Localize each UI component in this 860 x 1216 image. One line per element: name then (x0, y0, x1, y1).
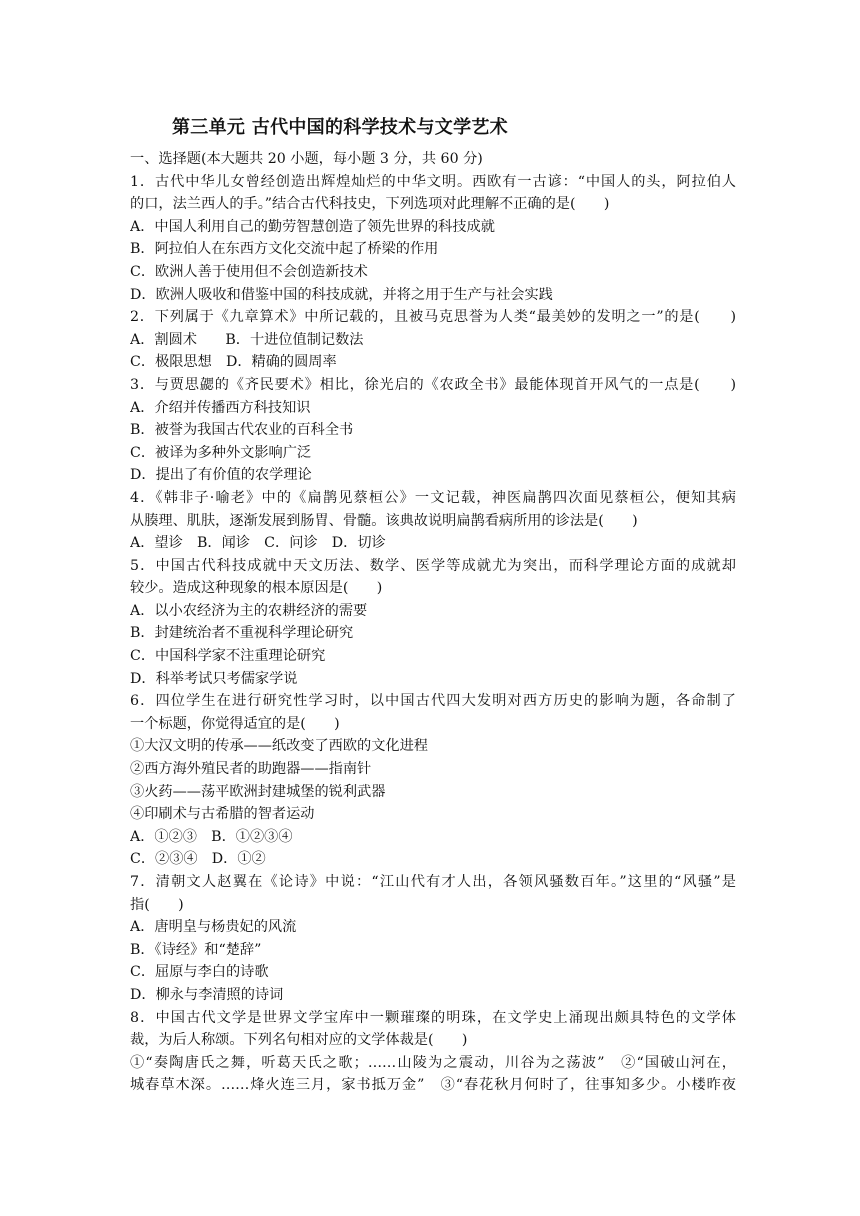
q5-option-a: A．以小农经济为主的农耕经济的需要 (130, 602, 368, 619)
q8-quote-line-1: ①“奏陶唐氏之舞，听葛天氏之歌；……山陵为之震动，川谷为之荡波” ②“国破山河在， (130, 1054, 736, 1071)
question-3-text: 3．与贾思勰的《齐民要术》相比，徐光启的《农政全书》最能体现首开风气的一点是( ) (130, 376, 736, 393)
q7-option-a: A．唐明皇与杨贵妃的风流 (130, 919, 297, 936)
q6-options-ab: A．①②③ B．①②③④ (130, 828, 293, 845)
q2-options-cd: C．极限思想 D．精确的圆周率 (130, 354, 337, 371)
question-6-text: 6．四位学生在进行研究性学习时，以中国古代四大发明对西方历史的影响为题，各命制了 (130, 693, 736, 710)
question-7-text-cont: 指( ) (130, 896, 184, 913)
q8-quote-line-2: 城春草木深。……烽火连三月，家书抵万金” ③“春花秋月何时了，往事知多少。小楼昨夜 (130, 1077, 736, 1094)
question-5-text-cont: 较少。造成这种现象的根本原因是( ) (130, 580, 383, 597)
q6-options-cd: C．②③④ D．①② (130, 851, 266, 868)
q3-option-c: C．被译为多种外文影响广泛 (130, 444, 312, 461)
question-8-text-cont: 裁，为后人称颂。下列名句相对应的文学体裁是( ) (130, 1032, 468, 1049)
question-4-text-cont: 从腠理、肌肤，逐渐发展到肠胃、骨髓。该典故说明扁鹊看病所用的诊法是( ) (130, 512, 638, 529)
q1-option-a: A．中国人利用自己的勤劳智慧创造了领先世界的科技成就 (130, 218, 495, 235)
page-title: 第三单元 古代中国的科学技术与文学艺术 (172, 117, 508, 138)
document-page (130, 112, 736, 1097)
q5-option-d: D．科举考试只考儒家学说 (130, 670, 298, 687)
q6-item-2: ②西方海外殖民者的助跑器——指南针 (130, 761, 372, 778)
question-1-text-cont: 的口，法兰西人的手。”结合古代科技史，下列选项对此理解不正确的是( ) (130, 196, 610, 213)
question-7-text: 7．清朝文人赵翼在《论诗》中说：“江山代有才人出，各领风骚数百年。”这里的“风骚”是 (130, 874, 736, 890)
question-4-text: 4．《韩非子·喻老》中的《扁鹊见蔡桓公》一文记载，神医扁鹊四次面见蔡桓公，便知其病 (130, 489, 736, 506)
q1-option-b: B．阿拉伯人在东西方文化交流中起了桥梁的作用 (130, 241, 439, 258)
q2-options-ab: A．割圆术 B．十进位值制记数法 (130, 331, 364, 348)
q7-option-d: D．柳永与李清照的诗词 (130, 986, 284, 1003)
section-heading: 一、选择题(本大题共 20 小题，每小题 3 分，共 60 分) (130, 151, 483, 167)
q4-options: A．望诊 B．闻诊 C．问诊 D．切诊 (130, 535, 386, 552)
q7-option-b: B．《诗经》和“楚辞” (130, 941, 262, 958)
q6-item-3: ③火药——荡平欧洲封建城堡的锐利武器 (130, 783, 386, 800)
q6-item-4: ④印刷术与古希腊的智者运动 (130, 806, 315, 823)
question-6-text-cont: 一个标题，你觉得适宜的是( ) (130, 715, 340, 732)
q3-option-b: B．被誉为我国古代农业的百科全书 (130, 422, 354, 439)
q1-option-c: C．欧洲人善于使用但不会创造新技术 (130, 263, 368, 280)
q3-option-a: A．介绍并传播西方科技知识 (130, 399, 311, 416)
q3-option-d: D．提出了有价值的农学理论 (130, 467, 312, 484)
q5-option-c: C．中国科学家不注重理论研究 (130, 648, 326, 665)
q7-option-c: C．屈原与李白的诗歌 (130, 964, 269, 981)
q1-option-d: D．欧洲人吸收和借鉴中国的科技成就，并将之用于生产与社会实践 (130, 286, 553, 303)
q5-option-b: B．封建统治者不重视科学理论研究 (130, 625, 354, 642)
q6-item-1: ①大汉文明的传承——纸改变了西欧的文化进程 (130, 738, 428, 755)
question-1-text: 1．古代中华儿女曾经创造出辉煌灿烂的中华文明。西欧有一古谚：“中国人的头，阿拉伯人 (130, 173, 736, 190)
question-8-text: 8．中国古代文学是世界文学宝库中一颗璀璨的明珠，在文学史上涌现出颇具特色的文学体 (130, 1009, 736, 1026)
question-5-text: 5．中国古代科技成就中天文历法、数学、医学等成就尤为突出，而科学理论方面的成就却 (130, 557, 736, 574)
question-2-text: 2．下列属于《九章算术》中所记载的，且被马克思誉为人类“最美妙的发明之一”的是( ) (130, 309, 736, 326)
